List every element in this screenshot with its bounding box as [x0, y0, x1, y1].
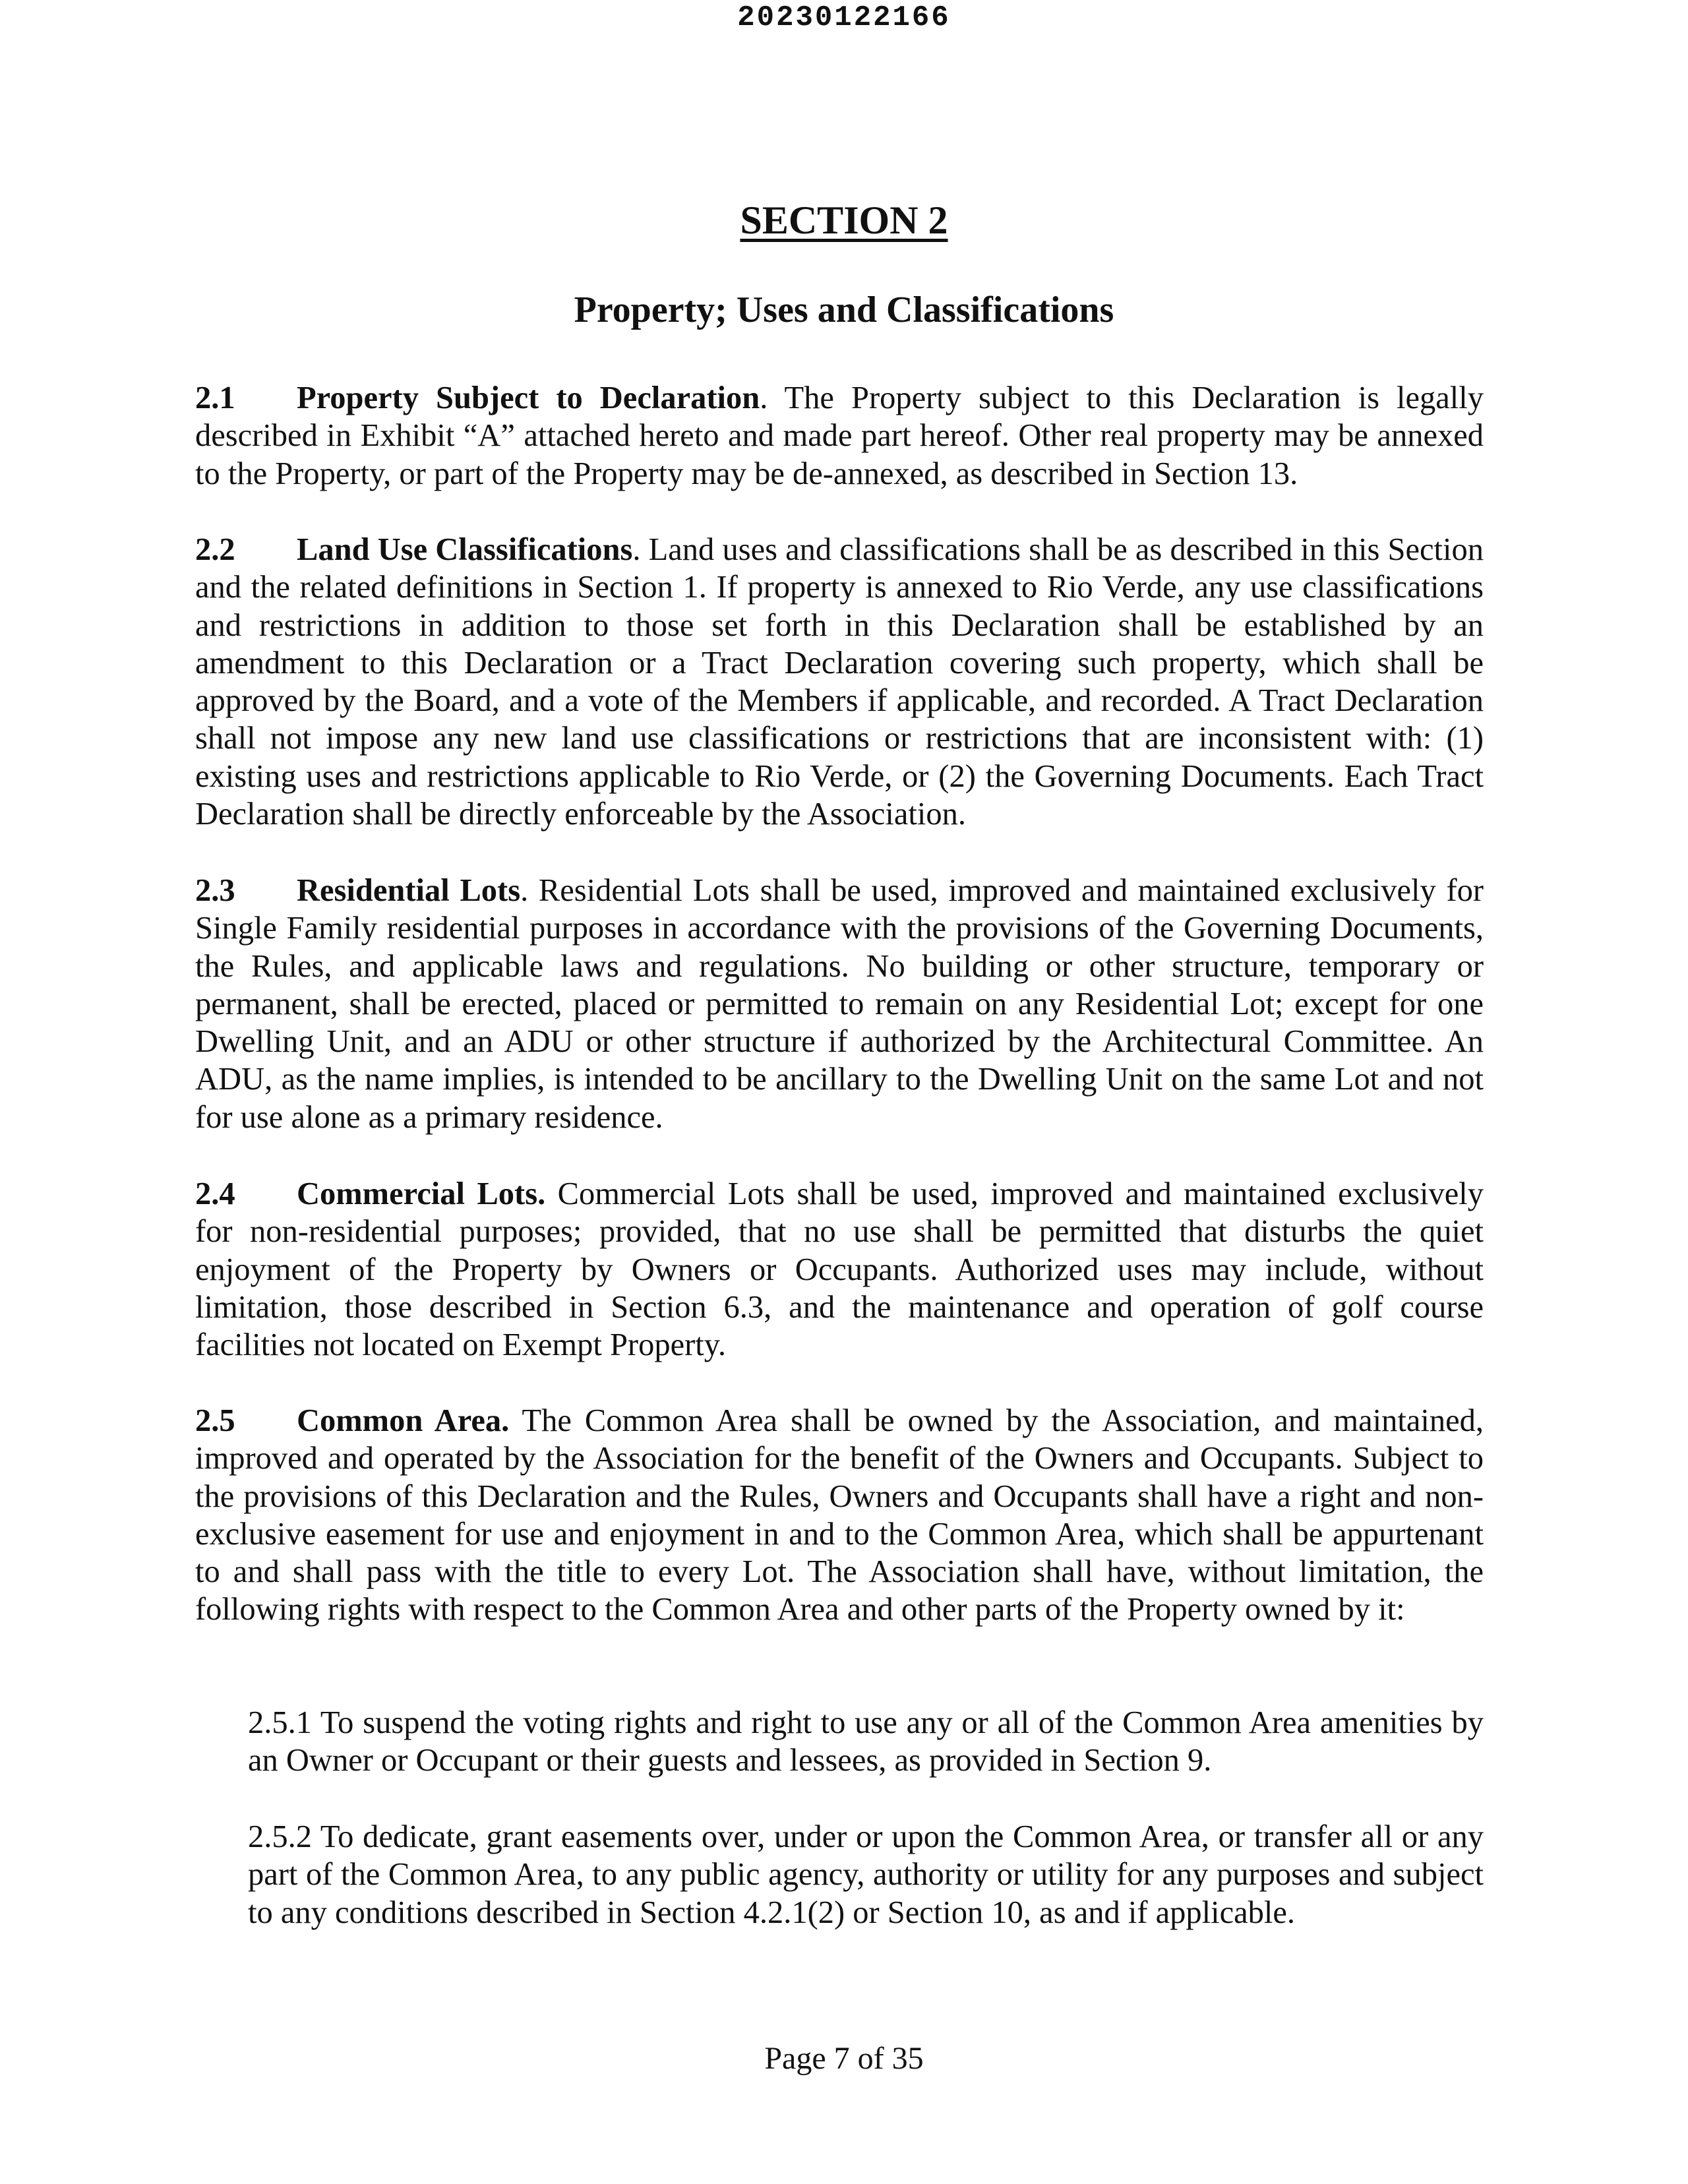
- paragraph-number: 2.4: [195, 1176, 235, 1211]
- paragraph-2-2: [195, 531, 1484, 833]
- paragraph-number: 2.5: [195, 1403, 235, 1438]
- paragraph-text: . Land uses and classifications shall be as described in this Section and the related definitions in Section 1. If property is annexed to Rio Verde, any use classifications and restrictions in addition to those set forth in this Declaration shall be established by an amendment to this Declaration or a Tract Declaration covering such property, which shall be approved by the Board, and a vote of the Members if applicable, and recorded. A Tract Declaration shall not impose any new land use classifications or restrictions that are inconsistent with: (1) existing uses and restrictions applicable to Rio Verde, or (2) the Governing Documents. Each Tract Declaration shall be directly enforceable by the Association.: [195, 532, 1484, 832]
- subparagraph-2-5-2: 2.5.2 To dedicate, grant easements over, under or upon the Common Area, or transfer all or any part of the Common Area, to any public agency, authority or utility for any purposes and subject to any conditions described in Section 4.2.1(2) or Section 10, as and if applicable.: [248, 1819, 1484, 1930]
- paragraph-text: . Residential Lots shall be used, improved and maintained exclusively for Single Family residential purposes in accordance with the provisions of the Governing Documents, the Rules, and applicable laws and regulations. No building or other structure, temporary or permanent, shall be erected, placed or permitted to remain on any Residential Lot; except for one Dwelling Unit, and an ADU or other structure if authorized by the Architectural Committee. An ADU, as the name implies, is intended to be ancillary to the Dwelling Unit on the same Lot and not for use alone as a primary residence.: [195, 873, 1484, 1135]
- paragraph-title: Residential Lots: [297, 873, 521, 908]
- paragraph-text: The Common Area shall be owned by the Association, and maintained, improved and operated by the Association for the benefit of the Owners and Occupants. Subject to the provisions of this Declaration and the Rules, Owners and Occupants shall have a right and non-exclusive easement for use and enjoyment in and to the Common Area, which shall be appurtenant to and shall pass with the title to every Lot. The Association shall have, without limitation, the following rights with respect to the Common Area and other parts of the Property owned by it:: [195, 1403, 1484, 1627]
- subparagraph-2-5-1: 2.5.1 To suspend the voting rights and right to use any or all of the Common Area amenities by an Owner or Occupant or their guests and lessees, as provided in Section 9.: [248, 1705, 1484, 1778]
- recording-number: 20230122166: [737, 1, 951, 34]
- paragraph-text: . The Property subject to this Declaration is legally described in Exhibit “A” attached hereto and made part hereof. Other real property may be annexed to the Property, or part of the Property may be de-annexed, as described in Section 13.: [195, 380, 1484, 491]
- paragraph-text: Commercial Lots shall be used, improved and maintained exclusively for non-residential purposes; provided, that no use shall be permitted that disturbs the quiet enjoyment of the Property by Owners or Occupants. Authorized uses may include, without limitation, those described in Section 6.3, and the maintenance and operation of golf course facilities not located on Exempt Property.: [195, 1176, 1484, 1363]
- paragraph-2-5: [195, 1402, 1484, 1629]
- paragraph-2-3: [195, 872, 1484, 1136]
- paragraph-number: 2.1: [195, 380, 235, 415]
- paragraph-title: Commercial Lots.: [297, 1176, 546, 1211]
- paragraph-title: Land Use Classifications: [297, 532, 633, 567]
- paragraph-2-1: [195, 379, 1484, 493]
- paragraph-2-4: [195, 1175, 1484, 1364]
- page-number: Page 7 of 35: [764, 2041, 924, 2076]
- paragraph-title: Common Area.: [297, 1403, 510, 1438]
- paragraph-number: 2.3: [195, 873, 235, 908]
- paragraph-number: 2.2: [195, 532, 235, 567]
- section-heading: SECTION 2: [740, 198, 948, 242]
- paragraph-title: Property Subject to Declaration: [297, 380, 760, 415]
- section-subtitle: Property; Uses and Classifications: [574, 289, 1114, 330]
